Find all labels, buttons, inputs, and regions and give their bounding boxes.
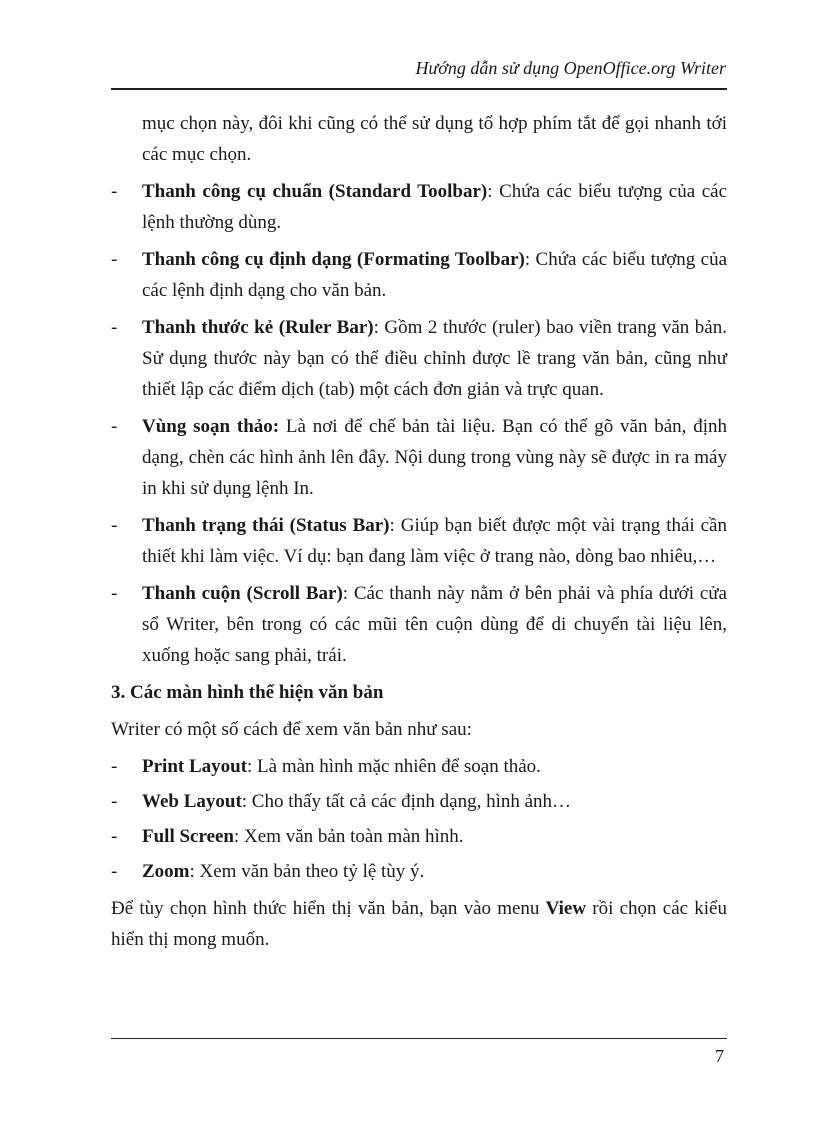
item-term: Full Screen — [142, 826, 235, 847]
bullet-desc: : Gồm 2 thước (ruler) bao viền trang văn bản. Sử dụng thước này bạn có thể điều chỉnh được lề trang văn bản, cũng như thiết lập các điểm dịch (tab) một cách đơn giản và trực quan. — [142, 317, 727, 400]
header-divider — [111, 88, 727, 90]
bullet-desc: : Giúp bạn biết được một vài trạng thái cần thiết khi làm việc. Ví dụ: bạn đang làm việc ở trang nào, dòng bao nhiêu,… — [142, 515, 727, 567]
continued-paragraph: mục chọn này, đôi khi cũng có thể sử dụng tổ hợp phím tắt để gọi nhanh tới các mục chọn. — [142, 113, 727, 165]
bullet-term: Thanh công cụ chuẩn (Standard Toolbar) — [142, 181, 488, 202]
running-header: Hướng dẫn sử dụng OpenOffice.org Writer — [415, 58, 726, 78]
bullet-dash: - — [111, 791, 118, 812]
view-mode-list — [111, 751, 727, 887]
footer-divider — [111, 1038, 727, 1039]
bullet-ruler-bar — [111, 312, 727, 405]
item-term: Zoom — [142, 861, 190, 882]
bullet-desc: : Chứa các biểu tượng của các lệnh định dạng cho văn bản. — [142, 249, 727, 301]
bullet-desc: : Các thanh này nằm ở bên phải và phía dưới cửa sổ Writer, bên trong có các mũi tên cuộn dùng để di chuyển tài liệu lên, xuống hoặc sang phải, trái. — [142, 583, 727, 666]
bullet-desc: Là nơi để chế bản tài liệu. Bạn có thể gõ văn bản, định dạng, chèn các hình ảnh lên đây. Nội dung trong vùng này sẽ được in ra máy in khi sử dụng lệnh In. — [142, 416, 727, 499]
bullet-term: Thanh trạng thái (Status Bar) — [142, 515, 390, 536]
list-item-zoom — [111, 856, 727, 887]
item-term: Web Layout — [142, 791, 242, 812]
list-item-full-screen — [111, 821, 727, 852]
bullet-dash: - — [111, 317, 118, 338]
bullet-dash: - — [111, 416, 118, 437]
item-desc: : Là màn hình mặc nhiên để soạn thảo. — [247, 756, 541, 777]
menu-name-view: View — [545, 898, 587, 919]
bullet-formatting-toolbar — [111, 244, 727, 306]
bullet-dash: - — [111, 826, 118, 847]
closing-text-start: Để tùy chọn hình thức hiển thị văn bản, bạn vào menu — [111, 898, 546, 919]
bullet-term: Thanh công cụ định dạng (Formating Toolbar) — [142, 249, 525, 270]
closing-text-end: rồi chọn các kiểu hiển thị mong muốn. — [111, 898, 727, 950]
item-term: Print Layout — [142, 756, 248, 777]
bullet-scroll-bar — [111, 578, 727, 671]
bullet-dash: - — [111, 861, 118, 882]
bullet-editing-area — [111, 411, 727, 504]
section-intro: Writer có một số cách để xem văn bản như sau: — [111, 719, 472, 740]
section-heading: 3. Các màn hình thể hiện văn bản — [111, 682, 384, 703]
bullet-term: Vùng soạn thảo: — [142, 416, 280, 437]
closing-paragraph — [111, 893, 727, 955]
item-desc: : Cho thấy tất cả các định dạng, hình ảnh… — [241, 791, 572, 812]
bullet-dash: - — [111, 583, 118, 604]
list-item-web-layout — [111, 786, 727, 817]
bullet-dash: - — [111, 756, 118, 777]
bullet-dash: - — [111, 249, 118, 270]
bullet-desc: : Chứa các biểu tượng của các lệnh thường dùng. — [142, 181, 727, 233]
list-item-print-layout — [111, 751, 727, 782]
bullet-dash: - — [111, 181, 118, 202]
item-desc: : Xem văn bản theo tỷ lệ tùy ý. — [189, 861, 425, 882]
bullet-term: Thanh thước kẻ (Ruler Bar) — [142, 317, 374, 338]
page-body — [111, 108, 727, 955]
bullet-standard-toolbar — [111, 176, 727, 238]
item-desc: : Xem văn bản toàn màn hình. — [234, 826, 464, 847]
bullet-dash: - — [111, 515, 118, 536]
page-number: 7 — [715, 1046, 724, 1066]
bullet-term: Thanh cuộn (Scroll Bar) — [142, 583, 343, 604]
bullet-status-bar — [111, 510, 727, 572]
